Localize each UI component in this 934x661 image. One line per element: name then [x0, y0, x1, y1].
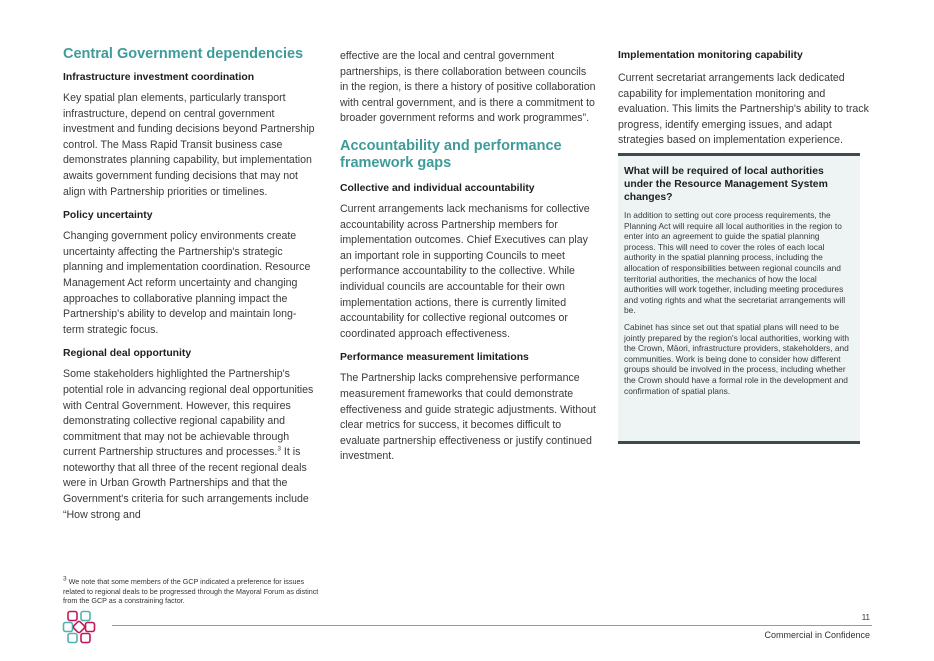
callout-box-resource-management [618, 153, 860, 444]
paragraph-regional-deal-part-b: It is noteworthy that all three of the recent regional deals were in Urban Growth Partnerships and that the Government's criteria for such arrangements include “How strong and [63, 446, 309, 521]
callout-title: What will be required of local authorities under the Resource Management System changes? [624, 166, 828, 203]
paragraph-policy-uncertainty: Changing government policy environments create uncertainty affecting the Partnership's strategic planning and implementation coordination. Resource Management Act reform uncertainty and changing approaches to collaborative planning impact the Partnership's ability to develop and maintain long-term strategic focus. [63, 230, 311, 336]
subheading-collective-accountability: Collective and individual accountability [340, 182, 535, 194]
paragraph-regional-deal [63, 367, 315, 523]
partnership-logo-icon [62, 610, 96, 644]
section-heading-accountability: Accountability and performance framework gaps [340, 137, 562, 171]
subheading-performance-measurement: Performance measurement limitations [340, 352, 529, 364]
callout-paragraph-1: In addition to setting out core process requirements, the Planning Act will require all local authorities in the region to enter into an agreement to guide the spatial planning process. This will need to cover the roles of each local authority in the spatial planning process, including the allocation of responsibilities between regional councils and territorial authorities, the mechanics of how the local authorities will work together, including meeting procedures and voting rights and what the secretariat arrangements will be. [624, 210, 846, 316]
footnote-reference[interactable]: 3 [277, 445, 281, 453]
callout-paragraph-2: Cabinet has since set out that spatial plans will need to be jointly prepared by the region's local authorities, working with the Crown, Māori, infrastructure providers, stakeholders, and communities. Work is being done to consider how different groups should be involved in the process, including whether the Crown should have a formal role in the development and confirmation of spatial plans. [624, 321, 850, 396]
subheading-implementation-monitoring: Implementation monitoring capability [618, 50, 803, 61]
page-number: 11 [861, 613, 870, 622]
section-heading-central-government: Central Government dependencies [63, 46, 304, 62]
column-left [63, 46, 315, 532]
subheading-regional-deal: Regional deal opportunity [63, 348, 192, 360]
paragraph-infrastructure: Key spatial plan elements, particularly transport infrastructure, depend on central government investment and funding decisions beyond Partnership control. The Mass Rapid Transit business case demonstrates planning capability, but implementation awaits government funding decisions that may not align with Partnership priorities or timelines. [63, 92, 315, 198]
column-right [618, 49, 872, 158]
subheading-infrastructure: Infrastructure investment coordination [63, 72, 255, 83]
footnote [63, 577, 321, 606]
paragraph-continued: effective are the local and central government partnerships, is there collaboration between councils in the region, is there a history of positive collaboration with central government, and is there a commitment to broader government reforms and work programmes”. [340, 50, 596, 125]
footnote-text: We note that some members of the GCP indicated a preference for issues related to regional deals to be progressed through the Mayoral Forum as distinct from the GCP as a constraining factor. [63, 577, 319, 606]
footer-divider [112, 625, 872, 626]
paragraph-performance-measurement: The Partnership lacks comprehensive performance measurement frameworks that could demonstrate effectiveness and guide strategic adjustments. Without clear metrics for success, it becomes difficult to evaluate partnership effectiveness or justify continued investment. [340, 372, 596, 463]
paragraph-regional-deal-part-a: Some stakeholders highlighted the Partnership's potential role in advancing regional deal opportunities with Central Government. However, this requires demonstrating collective regional capability and commitment that may not be achievable through current Partnership structures and processes. [63, 368, 314, 459]
subheading-policy-uncertainty: Policy uncertainty [63, 210, 153, 222]
footnote-marker: 3 [63, 575, 67, 583]
column-middle [340, 49, 596, 474]
paragraph-collective-accountability: Current arrangements lack mechanisms for collective accountability across Partnership members for implementation outcomes. Chief Executives can play an important role in supporting Councils to meet performance accountability to the collective. While individual councils are accountable for their own implementation actions, there is currently limited accountability for collective regional outcomes or coordinated approach effectiveness. [340, 202, 590, 340]
paragraph-implementation-monitoring: Current secretariat arrangements lack dedicated capability for implementation monitoring and evaluation. This limits the Partnership's ability to track progress, identify emerging issues, and adapt strategies based on implementation experience. [618, 72, 869, 147]
footer-confidentiality-label: Commercial in Confidence [764, 630, 870, 640]
